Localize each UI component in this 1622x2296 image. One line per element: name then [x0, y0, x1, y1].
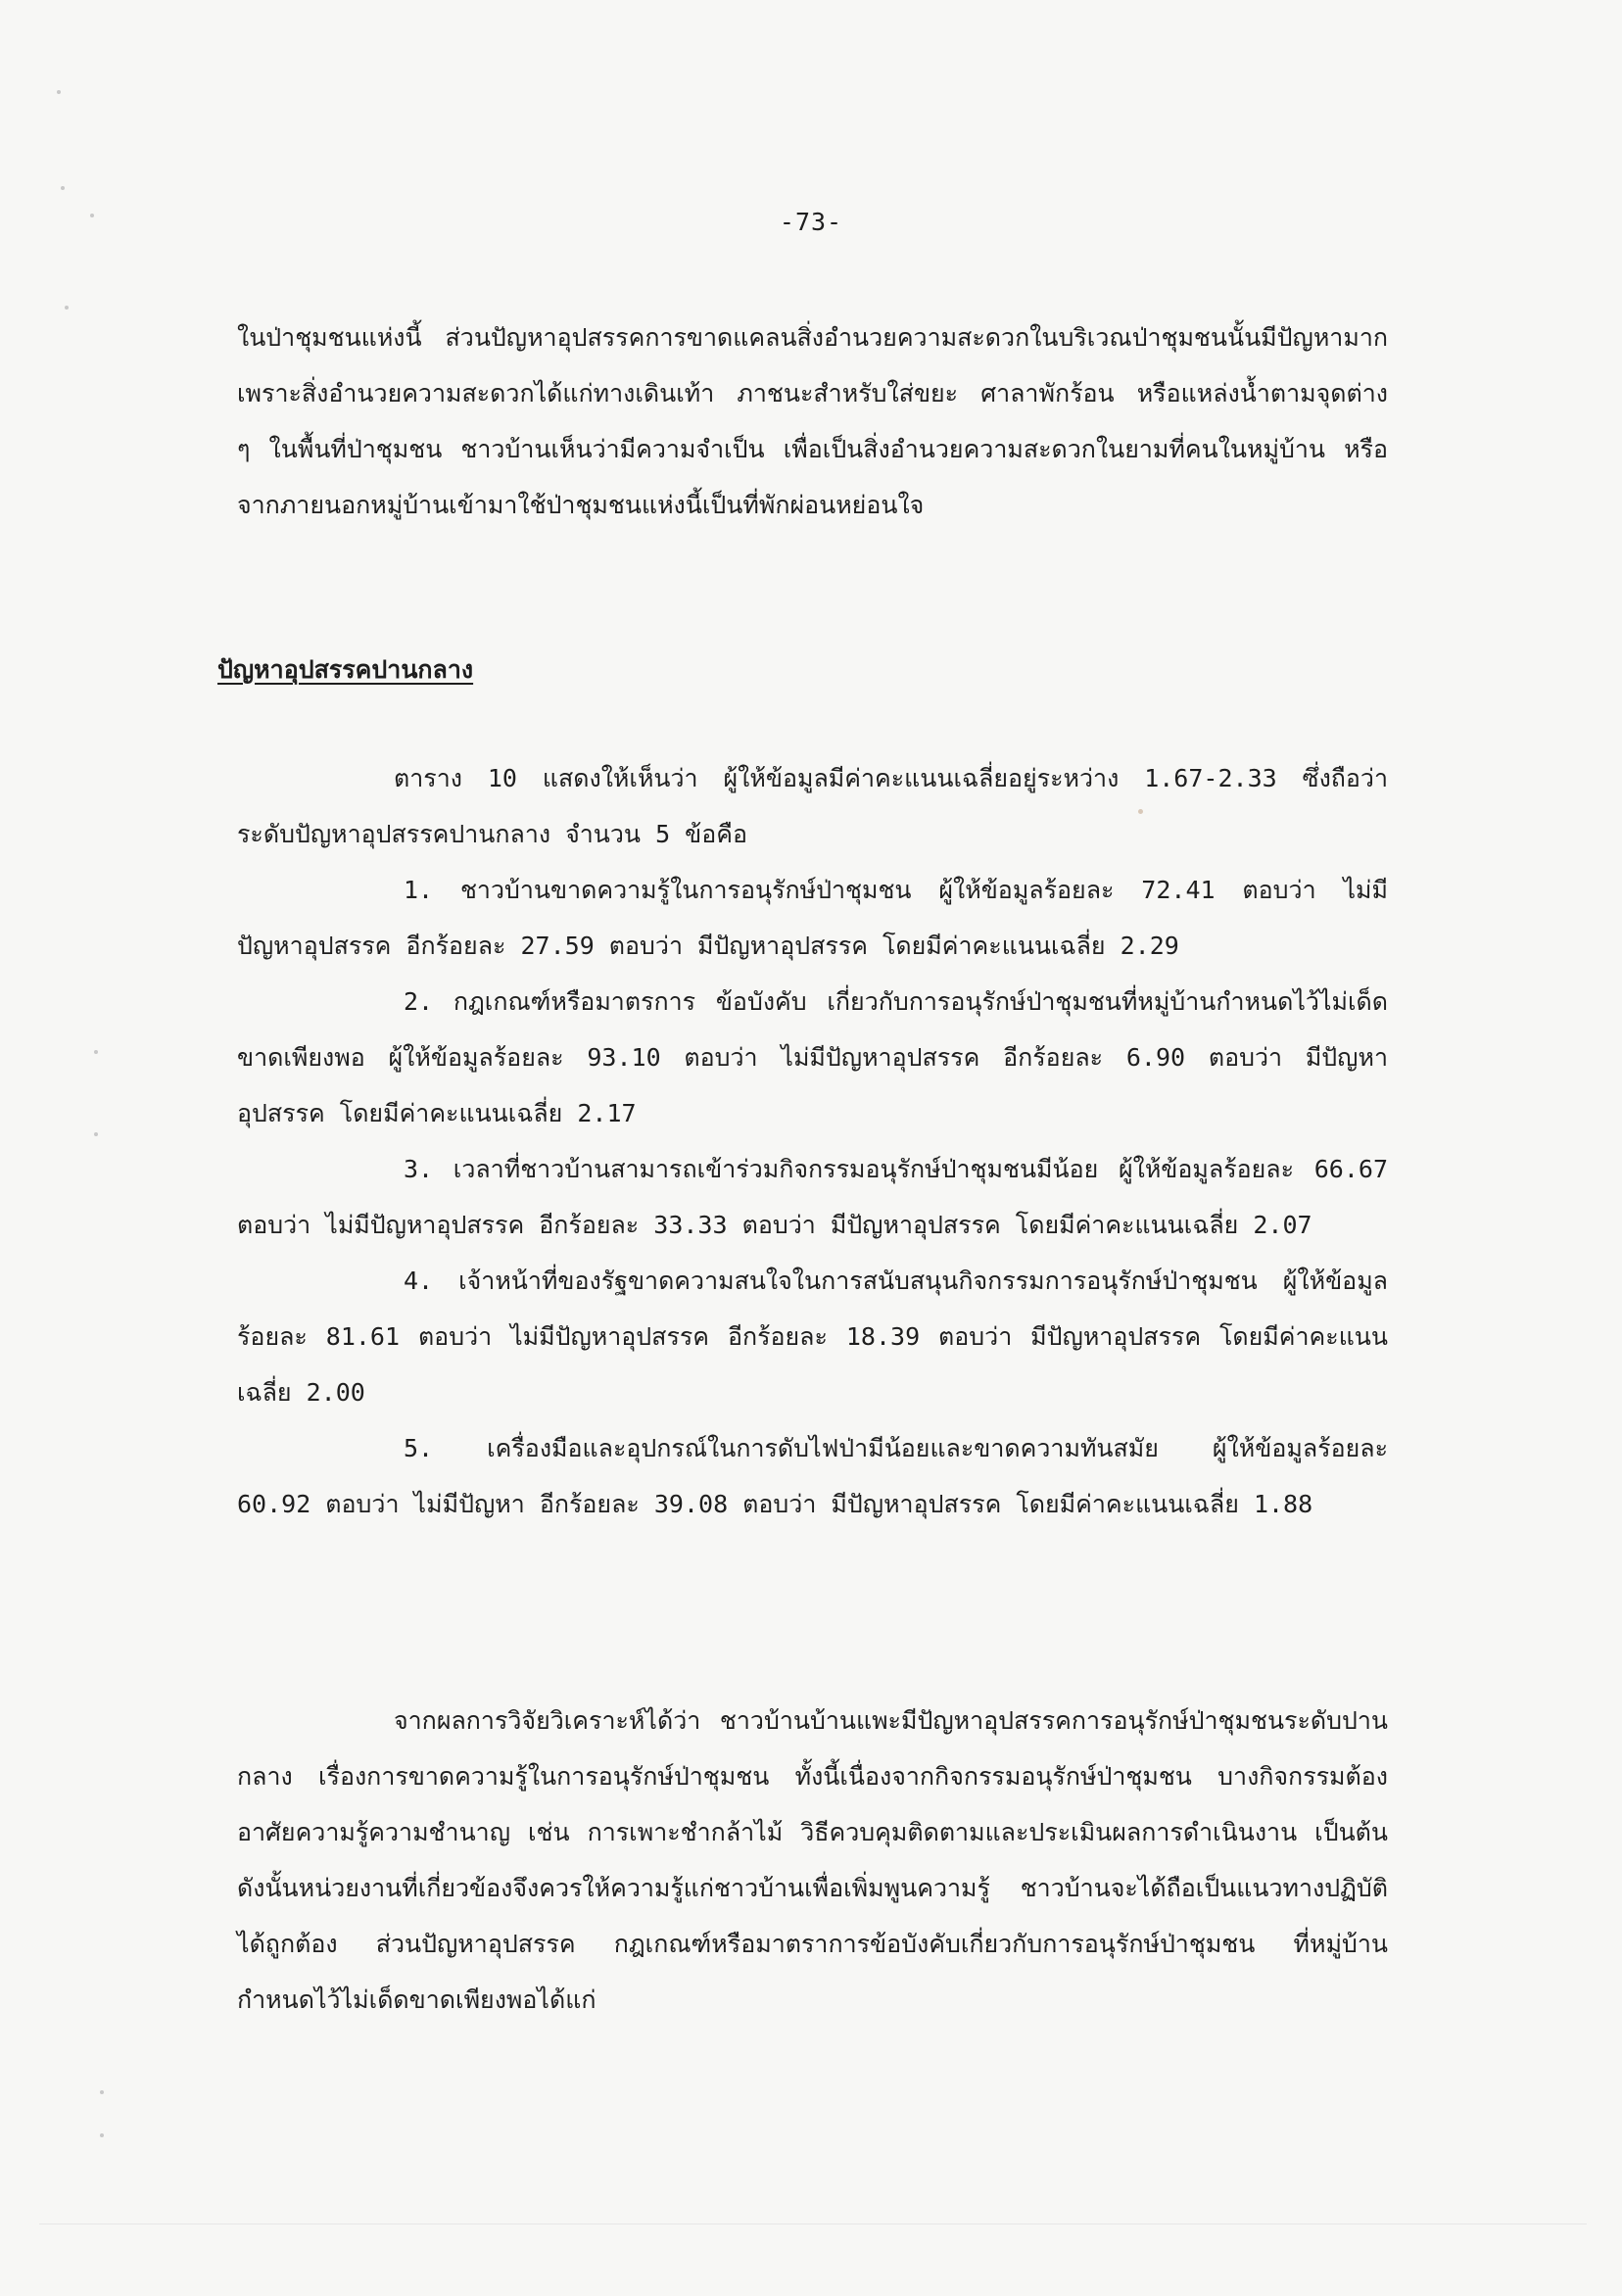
list-item: 3. เวลาที่ชาวบ้านสามารถเข้าร่วมกิจกรรมอนุรักษ์ป่าชุมชนมีน้อย ผู้ให้ข้อมูลร้อยละ 66.67 ตอบว่า ไม่มีปัญหาอุปสรรค อีกร้อยละ 33.33 ตอบว่า มีปัญหาอุปสรรค โดยมีค่าคะแนนเฉลี่ย 2.07: [237, 1155, 1388, 1239]
scan-speck: [100, 2090, 104, 2094]
scan-speck: [1138, 809, 1143, 814]
section-body: [237, 750, 1388, 1532]
list-item: 4. เจ้าหน้าที่ของรัฐขาดความสนใจในการสนับสนุนกิจกรรมการอนุรักษ์ป่าชุมชน ผู้ให้ข้อมูลร้อยละ 81.61 ตอบว่า ไม่มีปัญหาอุปสรรค อีกร้อยละ 18.39 ตอบว่า มีปัญหาอุปสรรค โดยมีค่าคะแนนเฉลี่ย 2.00: [237, 1267, 1388, 1407]
analysis-paragraph: [237, 1693, 1388, 2028]
scan-speck: [61, 186, 65, 190]
page-number: -73-: [779, 208, 843, 236]
scan-speck: [65, 306, 69, 310]
analysis-paragraph-text: จากผลการวิจัยวิเคราะห์ได้ว่า ชาวบ้านบ้านแพะมีปัญหาอุปสรรคการอนุรักษ์ป่าชุมชนระดับปานกลาง เรื่องการขาดความรู้ในการอนุรักษ์ป่าชุมชน ทั้งนี้เนื่องจากกิจกรรมอนุรักษ์ป่าชุมชน บางกิจกรรมต้องอาศัยความรู้ความชำนาญ เช่น การเพาะชำกล้าไม้ วิธีควบคุมติดตามและประเมินผลการดำเนินงาน เป็นต้น ดังนั้นหน่วยงานที่เกี่ยวข้องจึงควรให้ความรู้แก่ชาวบ้านเพื่อเพิ่มพูนความรู้ ชาวบ้านจะได้ถือเป็นแนวทางปฏิบัติได้ถูกต้อง ส่วนปัญหาอุปสรรค กฎเกณฑ์หรือมาตราการข้อบังคับเกี่ยวกับการอนุรักษ์ป่าชุมชน ที่หมู่บ้านกำหนดไว้ไม่เด็ดขาดเพียงพอได้แก่: [237, 1706, 1388, 2014]
section-lead-paragraph: ตาราง 10 แสดงให้เห็นว่า ผู้ให้ข้อมูลมีค่าคะแนนเฉลี่ยอยู่ระหว่าง 1.67-2.33 ซึ่งถือว่า ระดับปัญหาอุปสรรคปานกลาง จำนวน 5 ข้อคือ: [237, 764, 1388, 848]
scan-speck: [100, 2133, 104, 2137]
scan-speck: [94, 1050, 98, 1054]
scan-speck: [90, 214, 94, 217]
section-heading: ปัญหาอุปสรรคปานกลาง: [217, 655, 474, 684]
list-item: 1. ชาวบ้านขาดความรู้ในการอนุรักษ์ป่าชุมชน ผู้ให้ข้อมูลร้อยละ 72.41 ตอบว่า ไม่มีปัญหาอุปสรรค อีกร้อยละ 27.59 ตอบว่า มีปัญหาอุปสรรค โดยมีค่าคะแนนเฉลี่ย 2.29: [237, 876, 1388, 960]
list-item: 2. กฎเกณฑ์หรือมาตรการ ข้อบังคับ เกี่ยวกับการอนุรักษ์ป่าชุมชนที่หมู่บ้านกำหนดไว้ไม่เด็ดขาดเพียงพอ ผู้ให้ข้อมูลร้อยละ 93.10 ตอบว่า ไม่มีปัญหาอุปสรรค อีกร้อยละ 6.90 ตอบว่า มีปัญหาอุปสรรค โดยมีค่าคะแนนเฉลี่ย 2.17: [237, 987, 1388, 1127]
scan-speck: [94, 1132, 98, 1136]
scan-speck: [57, 90, 61, 94]
list-item: 5. เครื่องมือและอุปกรณ์ในการดับไฟป่ามีน้อยและขาดความทันสมัย ผู้ให้ข้อมูลร้อยละ 60.92 ตอบว่า ไม่มีปัญหา อีกร้อยละ 39.08 ตอบว่า มีปัญหาอุปสรรค โดยมีค่าคะแนนเฉลี่ย 1.88: [237, 1434, 1388, 1518]
intro-paragraph: [237, 310, 1388, 533]
intro-paragraph-text: ในป่าชุมชนแห่งนี้ ส่วนปัญหาอุปสรรคการขาดแคลนสิ่งอำนวยความสะดวกในบริเวณป่าชุมชนนั้นมีปัญหามาก เพราะสิ่งอำนวยความสะดวกได้แก่ทางเดินเท้า ภาชนะสำหรับใส่ขยะ ศาลาพักร้อน หรือแหล่งน้ำตามจุดต่าง ๆ ในพื้นที่ป่าชุมชน ชาวบ้านเห็นว่ามีความจำเป็น เพื่อเป็นสิ่งอำนวยความสะดวกในยามที่คนในหมู่บ้าน หรือจากภายนอกหมู่บ้านเข้ามาใช้ป่าชุมชนแห่งนี้เป็นที่พักผ่อนหย่อนใจ: [237, 323, 1388, 519]
